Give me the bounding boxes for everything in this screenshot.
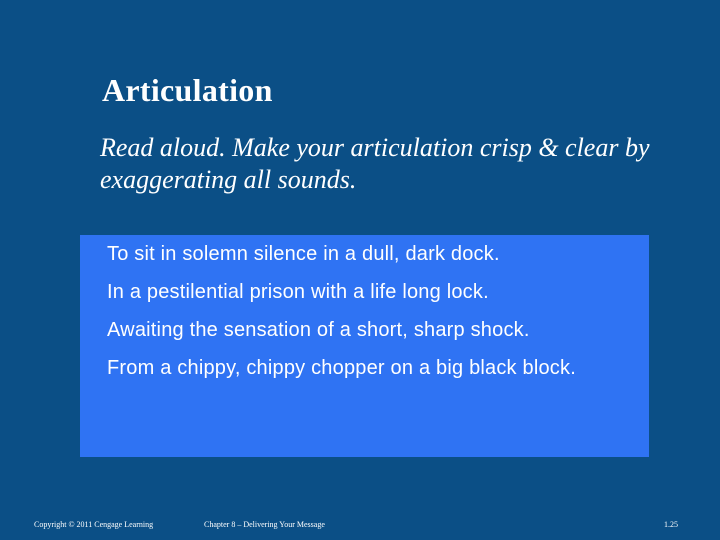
copyright-footer: Copyright © 2011 Cengage Learning bbox=[34, 520, 154, 529]
practice-box bbox=[80, 235, 649, 457]
slide-title: Articulation bbox=[102, 72, 273, 108]
tongue-twister-line: To sit in solemn silence in a dull, dark dock. bbox=[107, 243, 500, 265]
page-number: 1.25 bbox=[664, 520, 678, 529]
tongue-twister-line: In a pestilential prison with a life long lock. bbox=[107, 281, 489, 303]
tongue-twister-line: From a chippy, chippy chopper on a big black block. bbox=[107, 357, 576, 379]
tongue-twister-list bbox=[107, 241, 637, 393]
chapter-footer: Chapter 8 – Delivering Your Message bbox=[204, 520, 325, 529]
instruction-text: Read aloud. Make your articulation crisp & clear by exaggerating all sounds. bbox=[100, 133, 650, 194]
tongue-twister-line: Awaiting the sensation of a short, sharp shock. bbox=[107, 319, 530, 341]
